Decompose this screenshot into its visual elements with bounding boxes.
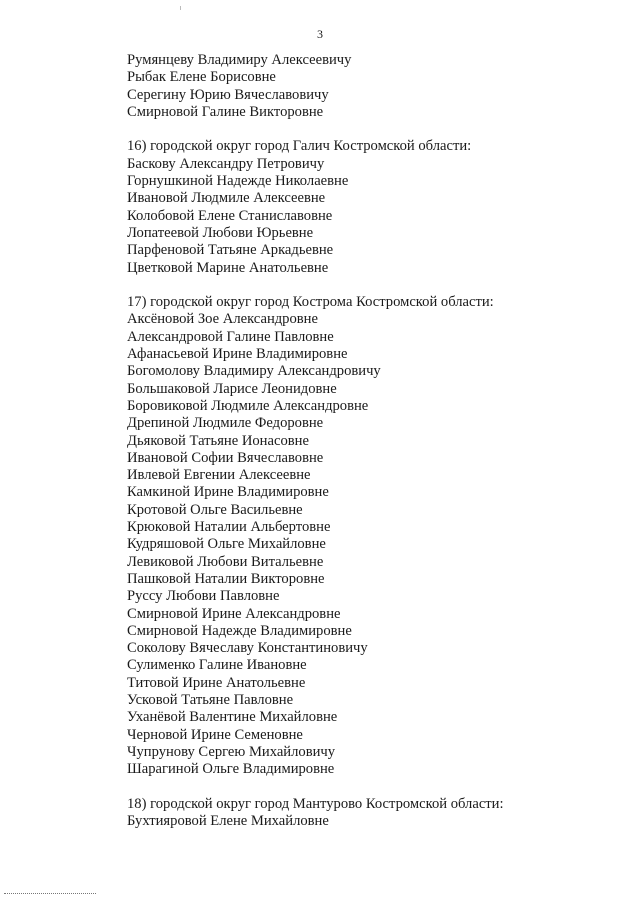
- list-item: Смирновой Галине Викторовне: [127, 103, 324, 120]
- list-item: Большаковой Ларисе Леонидовне: [127, 380, 337, 397]
- list-item: Парфеновой Татьяне Аркадьевне: [127, 242, 334, 259]
- list-item: Бухтияровой Елене Михайловне: [127, 813, 329, 830]
- list-item: Колобовой Елене Станиславовне: [127, 207, 333, 224]
- list-item: Александровой Галине Павловне: [127, 328, 334, 345]
- list-item: Смирновой Надежде Владимировне: [127, 622, 352, 639]
- list-item: Цветковой Марине Анатольевне: [127, 259, 329, 276]
- section-heading: 18) городской округ город Мантурово Костромской области:: [127, 795, 504, 812]
- list-item: Кротовой Ольге Васильевне: [127, 501, 303, 518]
- list-item: Шарагиной Ольге Владимировне: [127, 761, 335, 778]
- list-item: Баскову Александру Петровичу: [127, 155, 325, 172]
- list-item: Титовой Ирине Анатольевне: [127, 674, 306, 691]
- list-section: [127, 138, 504, 276]
- list-item: Крюковой Наталии Альбертовне: [127, 519, 331, 536]
- list-item: Дрепиной Людмиле Федоровне: [127, 415, 324, 432]
- list-item: Серегину Юрию Вячеславовичу: [127, 86, 329, 103]
- list-item: Горнушкиной Надежде Николаевне: [127, 173, 349, 190]
- list-item: Уханёвой Валентине Михайловне: [127, 709, 338, 726]
- list-item: Богомолову Владимиру Александровичу: [127, 363, 381, 380]
- list-item: Боровиковой Людмиле Александровне: [127, 397, 369, 414]
- footer-rule: [4, 893, 96, 894]
- list-item: Камкиной Ирине Владимировне: [127, 484, 329, 501]
- list-item: Соколову Вячеславу Константиновичу: [127, 640, 368, 657]
- list-item: Ивлевой Евгении Алексеевне: [127, 467, 311, 484]
- page-number: 3: [317, 27, 323, 41]
- list-item: Ивановой Софии Вячеславовне: [127, 449, 324, 466]
- list-item: Аксёновой Зое Александровне: [127, 311, 318, 328]
- scan-mark: [180, 6, 181, 10]
- list-item: Чупрунову Сергею Михайловичу: [127, 743, 336, 760]
- list-item: Пашковой Наталии Викторовне: [127, 570, 325, 587]
- list-item: Смирновой Ирине Александровне: [127, 605, 341, 622]
- list-item: Афанасьевой Ирине Владимировне: [127, 346, 348, 363]
- list-section: [127, 52, 504, 121]
- list-item: Дьяковой Татьяне Ионасовне: [127, 432, 309, 449]
- list-section: [127, 796, 504, 831]
- list-item: Черновой Ирине Семеновне: [127, 726, 303, 743]
- list-item: Рыбак Елене Борисовне: [127, 69, 276, 86]
- list-item: Лопатеевой Любови Юрьевне: [127, 224, 314, 241]
- list-item: Кудряшовой Ольге Михайловне: [127, 536, 326, 553]
- section-heading: 17) городской округ город Кострома Костромской области:: [127, 294, 494, 311]
- section-heading: 16) городской округ город Галич Костромской области:: [127, 138, 472, 155]
- document-body: [127, 52, 504, 830]
- list-item: Левиковой Любови Витальевне: [127, 553, 324, 570]
- list-item: Ивановой Людмиле Алексеевне: [127, 190, 326, 207]
- list-item: Румянцеву Владимиру Алексеевичу: [127, 52, 352, 68]
- list-section: [127, 294, 504, 778]
- list-item: Сулименко Галине Ивановне: [127, 657, 307, 674]
- list-item: Руссу Любови Павловне: [127, 588, 280, 605]
- list-item: Усковой Татьяне Павловне: [127, 691, 294, 708]
